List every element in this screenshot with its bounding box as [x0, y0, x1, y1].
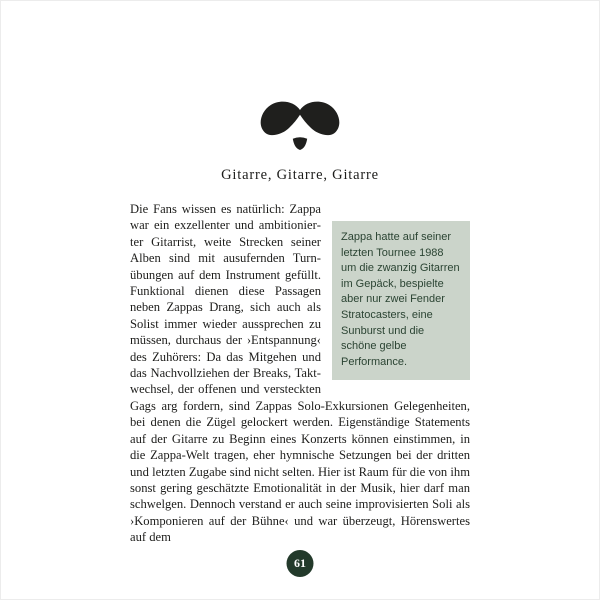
chapter-ornament — [1, 1, 599, 155]
page-number: 61 — [294, 556, 306, 570]
body-paragraph: Die Fans wissen es natürlich: Zappa war ein exzellenter und ambitionierter Gitarrist, weite Strecken seiner Alben sind mit ausufernden Turnübungen auf dem Instrument gefüllt. Funktional dienen diese Passagen neben Zappas Drang, sich auch als Solist immer wieder aussprechen zu müssen, durchaus der ›Entspannung‹ des Zuhörers: Da das Mitgehen und das Nachvollziehen der Breaks, Taktwechsel, der offenen und versteckten Gags arg fordern, sind Zappas Solo-Exkursionen Gelegenheiten, bei denen die Zügel gelockert werden. Eigenständige Statements auf der Gitarre zu Beginn eines Konzerts können einstimmen, in die Zappa-Welt tragen, eher hymnische Setzungen bei der dritten und letzten Zugabe sind nicht selten. Hier ist Raum für die von ihm sonst gering geschätzte Emotionalität in der Musik, hier darf man schwelgen. Dennoch verstand er auch seine improvisierten Soli als ›Komponieren auf der Bühne‹ und war überzeugt, Hörenswertes auf dem — [130, 202, 470, 545]
page-number-badge — [287, 550, 314, 577]
chapter-title: Gitarre, Gitarre, Gitarre — [221, 167, 379, 183]
margin-note-box — [332, 221, 470, 380]
margin-note-text: Zappa hatte auf seiner letzten Tournee 1988 um die zwanzig Gitarren im Gepäck, bespielte aber nur zwei Fender Stratocasters, eine Sunburst und die schöne gelbe Performance. — [341, 231, 460, 368]
body-text — [130, 201, 470, 546]
zappa-mustache-icon — [252, 97, 348, 155]
